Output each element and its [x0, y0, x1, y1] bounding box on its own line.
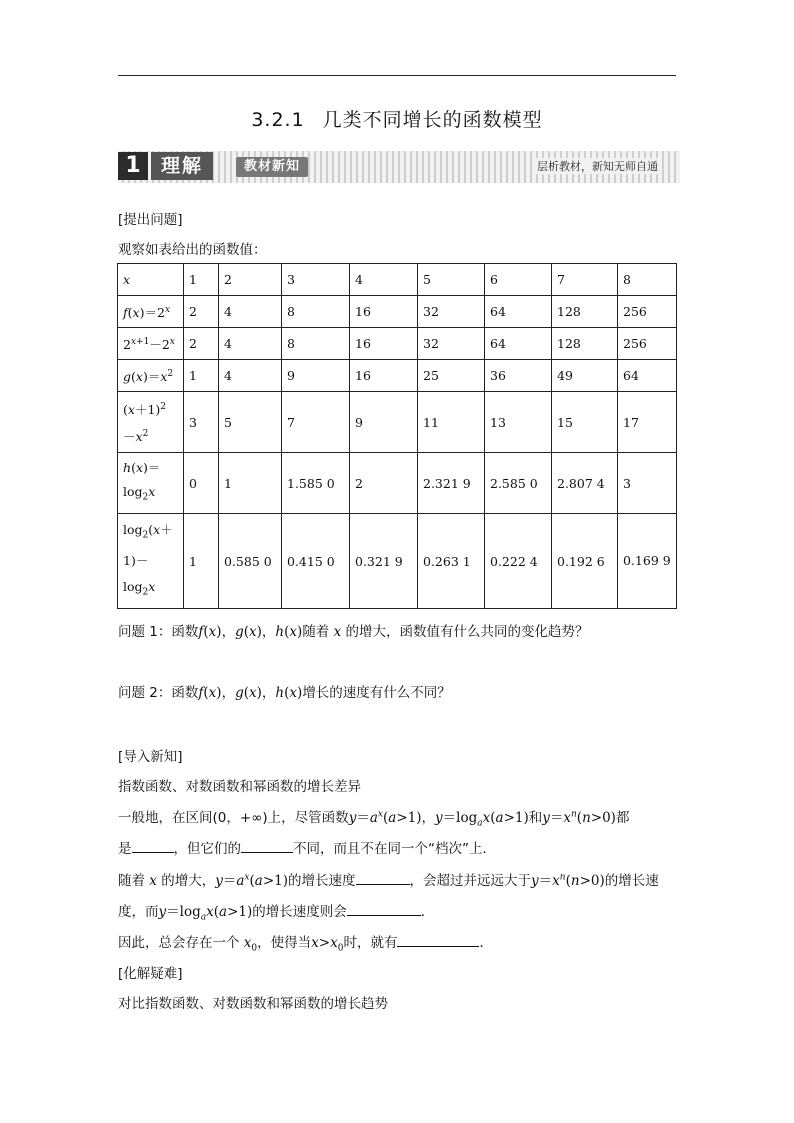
knowledge-line-5: 因此，总会存在一个 $x_0$，使得当$x>x_0$时，就有 ． — [118, 931, 493, 954]
table-cell: 16 — [350, 328, 418, 360]
table-cell: 1 — [219, 453, 282, 514]
table-cell: 36 — [485, 360, 552, 392]
row-label: x — [118, 264, 184, 296]
table-lead-text: 观察如表给出的函数值： — [118, 242, 267, 258]
banner-badge: 1 — [118, 152, 148, 180]
table-cell: 5 — [418, 264, 485, 296]
row-label: $f(x)=2^x$ — [118, 296, 184, 328]
table-cell: 13 — [485, 392, 552, 453]
row-label: $2^{x+1}-2^x$ — [118, 328, 184, 360]
question-2: 问题 2：函数f(x)，g(x)，h(x)增长的速度有什么不同？ — [118, 685, 451, 701]
table-cell: 8 — [282, 296, 350, 328]
difficulty-text: 对比指数函数、对数函数和幂函数的增长趋势 — [118, 996, 388, 1012]
table-cell: 0.222 4 — [485, 514, 552, 609]
table-cell: 2.807 4 — [552, 453, 618, 514]
table-row — [118, 296, 677, 328]
table-cell: 64 — [618, 360, 677, 392]
table-cell: 0.263 1 — [418, 514, 485, 609]
table-cell: 2 — [184, 296, 219, 328]
new-knowledge-subheading: 指数函数、对数函数和幂函数的增长差异 — [118, 779, 361, 795]
table-cell: 2 — [219, 264, 282, 296]
table-row — [118, 514, 677, 609]
table-cell: 8 — [618, 264, 677, 296]
table-cell: 0.585 0 — [219, 514, 282, 609]
table-row — [118, 392, 677, 453]
table-cell: 64 — [485, 328, 552, 360]
table-cell: 2 — [184, 328, 219, 360]
table-cell: 3 — [282, 264, 350, 296]
table-cell: 16 — [350, 360, 418, 392]
table-cell: 0 — [184, 453, 219, 514]
fill-blank[interactable] — [356, 870, 410, 885]
table-cell: 1 — [184, 264, 219, 296]
page-title — [0, 105, 794, 132]
table-cell: 8 — [282, 328, 350, 360]
banner-slogan: 层析教材，新知无师自通 — [533, 158, 662, 174]
table-cell: 7 — [552, 264, 618, 296]
new-knowledge-heading: [导入新知] — [118, 749, 183, 765]
row-label: $(x+1)^2$ $-x^2$ — [118, 392, 184, 453]
knowledge-line-1: 一般地，在区间(0，+∞)上，尽管函数$y=a^x(a>1)$，$y=\log_ax(a>1)$和$y=x^n(n>0)$都 — [118, 809, 630, 829]
question-1: 问题 1：函数f(x)，g(x)，h(x)随着 x 的增大，函数值有什么共同的变化趋势？ — [118, 624, 589, 640]
fill-blank[interactable] — [132, 838, 174, 853]
table-cell: 25 — [418, 360, 485, 392]
table-cell: 1.585 0 — [282, 453, 350, 514]
banner-main-label: 理解 — [151, 152, 213, 180]
header-rule — [118, 75, 676, 76]
table-row — [118, 453, 677, 514]
table-cell: 15 — [552, 392, 618, 453]
table-cell: 49 — [552, 360, 618, 392]
banner-sub-label: 教材新知 — [236, 157, 308, 177]
difficulty-heading: [化解疑难] — [118, 966, 183, 982]
table-cell: 0.192 6 — [552, 514, 618, 609]
section-banner — [118, 151, 680, 183]
knowledge-line-3: 随着 x 的增大，$y=a^x(a>1)$的增长速度 ，会超过并远远大于$y=x^n(n>0)$的增长速 — [118, 869, 659, 889]
table-cell: 32 — [418, 328, 485, 360]
table-cell: 32 — [418, 296, 485, 328]
row-label: $g(x)=x^2$ — [118, 360, 184, 392]
table-cell: 0.321 9 — [350, 514, 418, 609]
table-cell: 256 — [618, 296, 677, 328]
table-cell: 4 — [219, 360, 282, 392]
knowledge-line-4: 度，而$y=\log_ax(a>1)$的增长速度则会 ． — [118, 900, 434, 923]
table-cell: 1 — [184, 360, 219, 392]
section-number: 3.2.1 — [251, 109, 305, 131]
section-title: 几类不同增长的函数模型 — [322, 109, 543, 131]
table-cell: 4 — [219, 328, 282, 360]
table-cell: 16 — [350, 296, 418, 328]
table-cell: 4 — [350, 264, 418, 296]
table-cell: 7 — [282, 392, 350, 453]
table-cell: 3 — [618, 453, 677, 514]
table-cell: 9 — [350, 392, 418, 453]
table-cell: 4 — [219, 296, 282, 328]
knowledge-line-2: 是 ，但它们的 不同，而且不在同一个“档次”上． — [118, 837, 496, 857]
table-cell: 1 — [184, 514, 219, 609]
table-row — [118, 328, 677, 360]
table-cell: 5 — [219, 392, 282, 453]
table-cell: 64 — [485, 296, 552, 328]
fill-blank[interactable] — [241, 838, 293, 853]
table-cell: 6 — [485, 264, 552, 296]
table-cell: 2.321 9 — [418, 453, 485, 514]
table-row — [118, 360, 677, 392]
fill-blank[interactable] — [347, 901, 421, 916]
row-label: h(x)＝ $\log_2x$ — [118, 453, 184, 514]
table-cell: 2 — [350, 453, 418, 514]
raise-question-heading: [提出问题] — [118, 212, 183, 228]
table-cell: 3 — [184, 392, 219, 453]
table-cell: 256 — [618, 328, 677, 360]
table-cell: 17 — [618, 392, 677, 453]
fill-blank[interactable] — [397, 932, 479, 947]
table-cell: 128 — [552, 296, 618, 328]
table-cell: 0.169 9 — [618, 514, 677, 609]
row-label: $\log_2(x+$ 1)－ $\log_2x$ — [118, 514, 184, 609]
table-cell: 9 — [282, 360, 350, 392]
table-row — [118, 264, 677, 296]
table-cell: 11 — [418, 392, 485, 453]
table-cell: 0.415 0 — [282, 514, 350, 609]
table-cell: 128 — [552, 328, 618, 360]
function-values-table — [117, 263, 677, 609]
table-cell: 2.585 0 — [485, 453, 552, 514]
